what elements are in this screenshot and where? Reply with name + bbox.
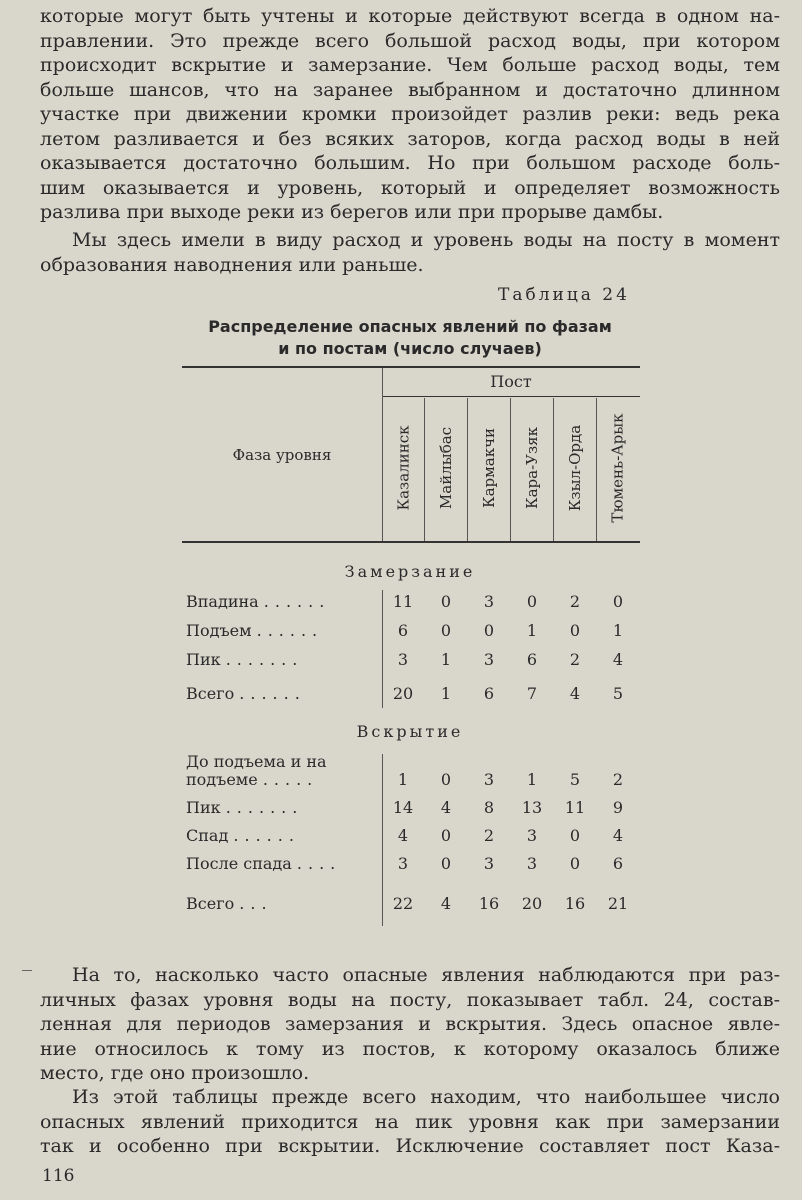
text-line: участке при движении кромки произойдет разлив реки: ведь река <box>40 103 780 125</box>
text-line: больше шансов, что на заранее выбранном и достаточно длинном <box>40 78 780 101</box>
table-cell: 4 <box>612 650 624 669</box>
row-label: Спад ...... <box>186 826 300 845</box>
post-name: Майлыбас <box>437 426 455 510</box>
paragraph-1 <box>40 4 780 225</box>
table-cell: 13 <box>521 798 543 817</box>
post-name: Тюмень-Арык <box>609 413 627 523</box>
margin-mark <box>22 970 32 971</box>
table-cell: 2 <box>483 826 495 845</box>
paragraph-3 <box>40 963 780 1086</box>
table-cell: 6 <box>483 684 495 703</box>
post-column-header <box>425 398 467 538</box>
section-title-freezing: Замерзание <box>344 562 476 581</box>
table-cell: 3 <box>483 592 495 611</box>
table-cell: 2 <box>569 592 581 611</box>
text-line: летом разливается и без всяких заторов, когда расход воды в ней <box>40 127 780 150</box>
table-cell: 3 <box>526 854 538 873</box>
table-cell: 0 <box>440 826 452 845</box>
post-column-header <box>554 398 596 538</box>
table-cell: 21 <box>607 894 629 913</box>
header-bottom-rule <box>182 541 640 543</box>
table-cell: 0 <box>569 826 581 845</box>
table-cell: 0 <box>569 854 581 873</box>
text-line: правлении. Это прежде всего большой расход воды, при котором <box>40 29 780 52</box>
table-cell: 6 <box>397 621 409 640</box>
table-cell: 3 <box>397 854 409 873</box>
phase-header: Фаза уровня <box>232 446 332 464</box>
text-line: ние относилось к тому из постов, к которому оказалось ближе <box>40 1037 780 1060</box>
table-cell: 8 <box>483 798 495 817</box>
text-line: оказывается достаточно большим. Но при большом расходе боль- <box>40 152 780 174</box>
table-cell: 0 <box>440 592 452 611</box>
text-line: На то, насколько часто опасные явления наблюдаются при раз- <box>72 964 780 986</box>
table-cell: 7 <box>526 684 538 703</box>
post-column-header <box>468 398 510 538</box>
table-cell: 6 <box>526 650 538 669</box>
text-line: Из этой таблицы прежде всего находим, что наибольшее число <box>72 1086 780 1108</box>
page-number: 116 <box>42 1166 75 1186</box>
table-cell: 0 <box>440 621 452 640</box>
table-cell: 5 <box>612 684 624 703</box>
table-cell: 0 <box>483 621 495 640</box>
table-cell: 6 <box>612 854 624 873</box>
text-line: опасных явлений приходится на пик уровня как при замерзании <box>40 1110 780 1133</box>
post-name: Кармакчи <box>480 427 498 509</box>
table-cell: 4 <box>397 826 409 845</box>
table-cell: 11 <box>392 592 414 611</box>
table-cell: 4 <box>440 894 452 913</box>
table-cell: 1 <box>526 770 538 789</box>
section-title-breakup: Вскрытие <box>356 722 464 741</box>
row-label: Пик ....... <box>186 650 304 669</box>
table-cell: 20 <box>392 684 414 703</box>
post-column-header <box>597 398 639 538</box>
table-cell: 0 <box>526 592 538 611</box>
row-label: Пик ....... <box>186 798 304 817</box>
table-cell: 16 <box>478 894 500 913</box>
table-cell: 0 <box>612 592 624 611</box>
row-label: Подъем ...... <box>186 621 324 640</box>
table-cell: 0 <box>440 854 452 873</box>
paragraph-2 <box>40 228 780 277</box>
table-cell: 22 <box>392 894 414 913</box>
text-line: личных фазах уровня воды на посту, показывает табл. 24, состав- <box>40 988 780 1011</box>
post-name: Казалинск <box>394 425 413 511</box>
table-number: Таблица 24 <box>498 285 630 305</box>
table-top-rule <box>182 366 640 368</box>
text-line: так и особенно при вскрытии. Исключение составляет пост Каза- <box>40 1135 780 1157</box>
table-cell: 5 <box>569 770 581 789</box>
table-cell: 1 <box>526 621 538 640</box>
table-cell: 4 <box>612 826 624 845</box>
table-caption <box>180 316 640 360</box>
table-cell: 3 <box>483 854 495 873</box>
table-cell: 3 <box>526 826 538 845</box>
table-cell: 1 <box>397 770 409 789</box>
table-cell: 11 <box>564 798 586 817</box>
table-cell: 4 <box>440 798 452 817</box>
table-cell: 9 <box>612 798 624 817</box>
table-cell: 2 <box>569 650 581 669</box>
text-line: происходит вскрытие и замерзание. Чем больше расход воды, тем <box>40 54 780 76</box>
post-name: Кзыл-Орда <box>566 424 584 512</box>
table-cell: 3 <box>483 650 495 669</box>
table-cell: 16 <box>564 894 586 913</box>
row-label: подъеме ..... <box>186 770 319 789</box>
text-line: Мы здесь имели в виду расход и уровень воды на посту в момент <box>72 229 780 251</box>
text-line: разлива при выходе реки из берегов или при прорыве дамбы. <box>40 201 664 223</box>
table-cell: 3 <box>483 770 495 789</box>
text-line: образования наводнения или раньше. <box>40 253 424 276</box>
text-line: которые могут быть учтены и которые действуют всегда в одном на- <box>40 5 780 27</box>
paragraph-4 <box>40 1085 780 1159</box>
post-column-header <box>382 398 424 538</box>
table-caption-line: и по постам (число случаев) <box>278 339 542 358</box>
row-label-total: Всего ...... <box>186 684 306 703</box>
table-cell: 3 <box>397 650 409 669</box>
table-cell: 1 <box>612 621 624 640</box>
row-label: После спада .... <box>186 854 342 873</box>
table-cell: 0 <box>440 770 452 789</box>
text-line: шим оказывается и уровень, который и определяет возможность <box>40 176 780 199</box>
text-line: место, где оно произошло. <box>40 1062 310 1084</box>
row-label-total: Всего ... <box>186 894 273 913</box>
row-label: Впадина ...... <box>186 592 331 611</box>
row-label: До подъема и на <box>186 752 327 771</box>
post-column-header <box>511 398 553 538</box>
text-line: ленная для периодов замерзания и вскрытия. Здесь опасное явле- <box>40 1013 780 1035</box>
post-header: Пост <box>490 372 532 391</box>
table-cell: 4 <box>569 684 581 703</box>
post-header-rule <box>382 396 640 397</box>
table-caption-line: Распределение опасных явлений по фазам <box>208 317 612 336</box>
post-name: Кара-Узяк <box>523 426 541 510</box>
table-cell: 2 <box>612 770 624 789</box>
table-cell: 14 <box>392 798 414 817</box>
table-cell: 0 <box>569 621 581 640</box>
table-cell: 1 <box>440 650 452 669</box>
table-cell: 1 <box>440 684 452 703</box>
table-cell: 20 <box>521 894 543 913</box>
